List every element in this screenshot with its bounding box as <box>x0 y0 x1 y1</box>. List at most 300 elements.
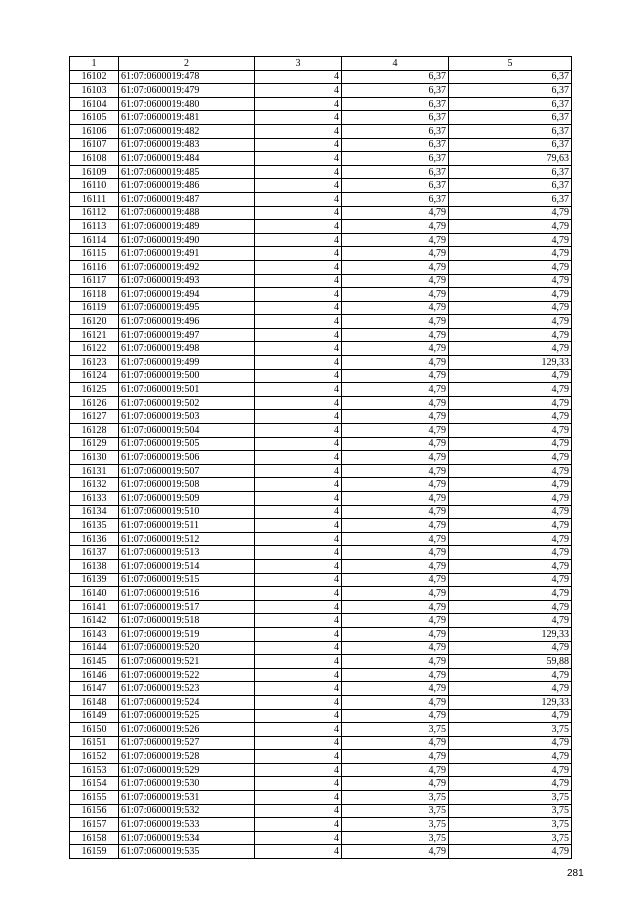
row-number-cell: 16149 <box>70 709 119 723</box>
table-row <box>70 641 572 655</box>
col4-cell: 4,79 <box>342 383 449 397</box>
col3-cell: 4 <box>255 736 342 750</box>
column-header-5: 5 <box>449 57 572 71</box>
cadastral-number-cell: 61:07:0600019:533 <box>119 818 255 832</box>
row-number-cell: 16110 <box>70 179 119 193</box>
col4-cell: 6,37 <box>342 97 449 111</box>
row-number-cell: 16130 <box>70 451 119 465</box>
cadastral-number-cell: 61:07:0600019:529 <box>119 763 255 777</box>
col5-cell: 6,37 <box>449 179 572 193</box>
row-number-cell: 16129 <box>70 437 119 451</box>
row-number-cell: 16135 <box>70 519 119 533</box>
table-row <box>70 220 572 234</box>
cadastral-number-cell: 61:07:0600019:534 <box>119 831 255 845</box>
col4-cell: 4,79 <box>342 695 449 709</box>
col5-cell: 4,79 <box>449 206 572 220</box>
col5-cell: 4,79 <box>449 614 572 628</box>
col4-cell: 4,79 <box>342 777 449 791</box>
table-row <box>70 383 572 397</box>
col3-cell: 4 <box>255 600 342 614</box>
col3-cell: 4 <box>255 247 342 261</box>
col5-cell: 4,79 <box>449 288 572 302</box>
table-row <box>70 301 572 315</box>
cadastral-number-cell: 61:07:0600019:530 <box>119 777 255 791</box>
table-row <box>70 111 572 125</box>
row-number-cell: 16159 <box>70 845 119 859</box>
col4-cell: 4,79 <box>342 559 449 573</box>
col4-cell: 4,79 <box>342 356 449 370</box>
col3-cell: 4 <box>255 546 342 560</box>
col3-cell: 4 <box>255 437 342 451</box>
col4-cell: 6,37 <box>342 179 449 193</box>
cadastral-number-cell: 61:07:0600019:525 <box>119 709 255 723</box>
table-row <box>70 451 572 465</box>
col5-cell: 4,79 <box>449 709 572 723</box>
row-number-cell: 16157 <box>70 818 119 832</box>
col5-cell: 6,37 <box>449 124 572 138</box>
row-number-cell: 16155 <box>70 791 119 805</box>
row-number-cell: 16132 <box>70 478 119 492</box>
col3-cell: 4 <box>255 818 342 832</box>
col4-cell: 6,37 <box>342 111 449 125</box>
col5-cell: 6,37 <box>449 138 572 152</box>
cadastral-number-cell: 61:07:0600019:489 <box>119 220 255 234</box>
col3-cell: 4 <box>255 111 342 125</box>
col3-cell: 4 <box>255 315 342 329</box>
col4-cell: 4,79 <box>342 627 449 641</box>
cadastral-number-cell: 61:07:0600019:507 <box>119 464 255 478</box>
col5-cell: 4,79 <box>449 424 572 438</box>
col4-cell: 4,79 <box>342 478 449 492</box>
col5-cell: 4,79 <box>449 437 572 451</box>
col5-cell: 4,79 <box>449 600 572 614</box>
col3-cell: 4 <box>255 478 342 492</box>
cadastral-number-cell: 61:07:0600019:516 <box>119 587 255 601</box>
cadastral-number-cell: 61:07:0600019:518 <box>119 614 255 628</box>
row-number-cell: 16128 <box>70 424 119 438</box>
row-number-cell: 16144 <box>70 641 119 655</box>
table-row <box>70 492 572 506</box>
cadastral-number-cell: 61:07:0600019:535 <box>119 845 255 859</box>
table-row <box>70 396 572 410</box>
cadastral-number-cell: 61:07:0600019:492 <box>119 260 255 274</box>
table-row <box>70 600 572 614</box>
col3-cell: 4 <box>255 668 342 682</box>
row-number-cell: 16154 <box>70 777 119 791</box>
col5-cell: 6,37 <box>449 192 572 206</box>
col4-cell: 4,79 <box>342 288 449 302</box>
col5-cell: 6,37 <box>449 97 572 111</box>
col4-cell: 4,79 <box>342 505 449 519</box>
row-number-cell: 16127 <box>70 410 119 424</box>
col4-cell: 4,79 <box>342 600 449 614</box>
col5-cell: 4,79 <box>449 532 572 546</box>
col5-cell: 4,79 <box>449 587 572 601</box>
cadastral-number-cell: 61:07:0600019:519 <box>119 627 255 641</box>
row-number-cell: 16138 <box>70 559 119 573</box>
table-row <box>70 437 572 451</box>
col5-cell: 3,75 <box>449 831 572 845</box>
col4-cell: 6,37 <box>342 192 449 206</box>
col4-cell: 4,79 <box>342 519 449 533</box>
col3-cell: 4 <box>255 464 342 478</box>
cadastral-number-cell: 61:07:0600019:500 <box>119 369 255 383</box>
col3-cell: 4 <box>255 723 342 737</box>
row-number-cell: 16151 <box>70 736 119 750</box>
col4-cell: 4,79 <box>342 845 449 859</box>
col4-cell: 4,79 <box>342 736 449 750</box>
table-row <box>70 695 572 709</box>
col4-cell: 4,79 <box>342 464 449 478</box>
col5-cell: 6,37 <box>449 111 572 125</box>
table-row <box>70 736 572 750</box>
col5-cell: 129,33 <box>449 695 572 709</box>
cadastral-number-cell: 61:07:0600019:523 <box>119 682 255 696</box>
col3-cell: 4 <box>255 165 342 179</box>
table-row <box>70 138 572 152</box>
col3-cell: 4 <box>255 342 342 356</box>
col4-cell: 4,79 <box>342 750 449 764</box>
col3-cell: 4 <box>255 682 342 696</box>
row-number-cell: 16148 <box>70 695 119 709</box>
col4-cell: 4,79 <box>342 763 449 777</box>
table-row <box>70 519 572 533</box>
cadastral-number-cell: 61:07:0600019:509 <box>119 492 255 506</box>
col5-cell: 3,75 <box>449 818 572 832</box>
col5-cell: 4,79 <box>449 260 572 274</box>
col5-cell: 79,63 <box>449 152 572 166</box>
cadastral-number-cell: 61:07:0600019:480 <box>119 97 255 111</box>
table-row <box>70 831 572 845</box>
row-number-cell: 16113 <box>70 220 119 234</box>
table-row <box>70 288 572 302</box>
col3-cell: 4 <box>255 791 342 805</box>
table-row <box>70 165 572 179</box>
col3-cell: 4 <box>255 274 342 288</box>
cadastral-number-cell: 61:07:0600019:490 <box>119 233 255 247</box>
cadastral-number-cell: 61:07:0600019:508 <box>119 478 255 492</box>
cadastral-number-cell: 61:07:0600019:522 <box>119 668 255 682</box>
cadastral-number-cell: 61:07:0600019:479 <box>119 84 255 98</box>
table-row <box>70 478 572 492</box>
cadastral-number-cell: 61:07:0600019:487 <box>119 192 255 206</box>
page-number: 281 <box>567 868 584 879</box>
col5-cell: 4,79 <box>449 478 572 492</box>
col5-cell: 4,79 <box>449 464 572 478</box>
col5-cell: 3,75 <box>449 723 572 737</box>
cadastral-number-cell: 61:07:0600019:521 <box>119 655 255 669</box>
col4-cell: 4,79 <box>342 492 449 506</box>
cadastral-number-cell: 61:07:0600019:498 <box>119 342 255 356</box>
row-number-cell: 16121 <box>70 328 119 342</box>
col4-cell: 6,37 <box>342 165 449 179</box>
row-number-cell: 16141 <box>70 600 119 614</box>
col4-cell: 4,79 <box>342 682 449 696</box>
table-row <box>70 573 572 587</box>
col5-cell: 4,79 <box>449 546 572 560</box>
col5-cell: 4,79 <box>449 233 572 247</box>
cadastral-number-cell: 61:07:0600019:493 <box>119 274 255 288</box>
table-row <box>70 804 572 818</box>
col5-cell: 4,79 <box>449 492 572 506</box>
table-row <box>70 682 572 696</box>
col4-cell: 4,79 <box>342 342 449 356</box>
cadastral-number-cell: 61:07:0600019:524 <box>119 695 255 709</box>
row-number-cell: 16107 <box>70 138 119 152</box>
row-number-cell: 16122 <box>70 342 119 356</box>
cadastral-number-cell: 61:07:0600019:484 <box>119 152 255 166</box>
col3-cell: 4 <box>255 587 342 601</box>
row-number-cell: 16120 <box>70 315 119 329</box>
column-header-3: 3 <box>255 57 342 71</box>
header-row <box>70 57 572 71</box>
col4-cell: 4,79 <box>342 247 449 261</box>
col3-cell: 4 <box>255 220 342 234</box>
col5-cell: 4,79 <box>449 328 572 342</box>
col4-cell: 4,79 <box>342 668 449 682</box>
col3-cell: 4 <box>255 777 342 791</box>
col3-cell: 4 <box>255 260 342 274</box>
table-row <box>70 206 572 220</box>
col4-cell: 4,79 <box>342 410 449 424</box>
table-row <box>70 532 572 546</box>
col3-cell: 4 <box>255 70 342 84</box>
col3-cell: 4 <box>255 192 342 206</box>
table-row <box>70 750 572 764</box>
row-number-cell: 16140 <box>70 587 119 601</box>
row-number-cell: 16103 <box>70 84 119 98</box>
table-row <box>70 845 572 859</box>
cadastral-number-cell: 61:07:0600019:486 <box>119 179 255 193</box>
col4-cell: 3,75 <box>342 723 449 737</box>
col5-cell: 6,37 <box>449 165 572 179</box>
col3-cell: 4 <box>255 451 342 465</box>
col5-cell: 6,37 <box>449 70 572 84</box>
row-number-cell: 16133 <box>70 492 119 506</box>
col5-cell: 4,79 <box>449 668 572 682</box>
cadastral-number-cell: 61:07:0600019:491 <box>119 247 255 261</box>
col4-cell: 4,79 <box>342 546 449 560</box>
cadastral-number-cell: 61:07:0600019:478 <box>119 70 255 84</box>
row-number-cell: 16109 <box>70 165 119 179</box>
cadastral-number-cell: 61:07:0600019:515 <box>119 573 255 587</box>
row-number-cell: 16117 <box>70 274 119 288</box>
col4-cell: 6,37 <box>342 124 449 138</box>
col5-cell: 4,79 <box>449 274 572 288</box>
table-row <box>70 424 572 438</box>
row-number-cell: 16137 <box>70 546 119 560</box>
col5-cell: 4,79 <box>449 383 572 397</box>
col3-cell: 4 <box>255 356 342 370</box>
col3-cell: 4 <box>255 519 342 533</box>
col3-cell: 4 <box>255 559 342 573</box>
col5-cell: 59,88 <box>449 655 572 669</box>
col3-cell: 4 <box>255 505 342 519</box>
cadastral-number-cell: 61:07:0600019:494 <box>119 288 255 302</box>
cadastral-number-cell: 61:07:0600019:514 <box>119 559 255 573</box>
table-row <box>70 668 572 682</box>
cadastral-number-cell: 61:07:0600019:532 <box>119 804 255 818</box>
cadastral-number-cell: 61:07:0600019:501 <box>119 383 255 397</box>
row-number-cell: 16131 <box>70 464 119 478</box>
col3-cell: 4 <box>255 831 342 845</box>
col5-cell: 4,79 <box>449 342 572 356</box>
row-number-cell: 16158 <box>70 831 119 845</box>
col3-cell: 4 <box>255 492 342 506</box>
table-row <box>70 763 572 777</box>
row-number-cell: 16105 <box>70 111 119 125</box>
col3-cell: 4 <box>255 152 342 166</box>
row-number-cell: 16118 <box>70 288 119 302</box>
cadastral-number-cell: 61:07:0600019:495 <box>119 301 255 315</box>
cadastral-number-cell: 61:07:0600019:528 <box>119 750 255 764</box>
table-row <box>70 791 572 805</box>
col5-cell: 4,79 <box>449 301 572 315</box>
table-row <box>70 70 572 84</box>
row-number-cell: 16146 <box>70 668 119 682</box>
col3-cell: 4 <box>255 396 342 410</box>
table-row <box>70 559 572 573</box>
table-row <box>70 709 572 723</box>
row-number-cell: 16143 <box>70 627 119 641</box>
col5-cell: 4,79 <box>449 750 572 764</box>
row-number-cell: 16147 <box>70 682 119 696</box>
row-number-cell: 16104 <box>70 97 119 111</box>
table-row <box>70 777 572 791</box>
col3-cell: 4 <box>255 627 342 641</box>
col4-cell: 3,75 <box>342 831 449 845</box>
col5-cell: 4,79 <box>449 559 572 573</box>
row-number-cell: 16114 <box>70 233 119 247</box>
cadastral-number-cell: 61:07:0600019:526 <box>119 723 255 737</box>
col4-cell: 4,79 <box>342 328 449 342</box>
table-row <box>70 124 572 138</box>
col5-cell: 4,79 <box>449 396 572 410</box>
table-row <box>70 356 572 370</box>
col3-cell: 4 <box>255 709 342 723</box>
cadastral-number-cell: 61:07:0600019:520 <box>119 641 255 655</box>
col3-cell: 4 <box>255 532 342 546</box>
row-number-cell: 16102 <box>70 70 119 84</box>
col4-cell: 6,37 <box>342 152 449 166</box>
table-row <box>70 84 572 98</box>
col3-cell: 4 <box>255 233 342 247</box>
row-number-cell: 16145 <box>70 655 119 669</box>
col5-cell: 4,79 <box>449 451 572 465</box>
col4-cell: 6,37 <box>342 84 449 98</box>
col4-cell: 4,79 <box>342 451 449 465</box>
cadastral-number-cell: 61:07:0600019:527 <box>119 736 255 750</box>
col3-cell: 4 <box>255 573 342 587</box>
row-number-cell: 16156 <box>70 804 119 818</box>
col4-cell: 6,37 <box>342 70 449 84</box>
col3-cell: 4 <box>255 410 342 424</box>
col5-cell: 4,79 <box>449 682 572 696</box>
col4-cell: 4,79 <box>342 274 449 288</box>
col3-cell: 4 <box>255 124 342 138</box>
col5-cell: 4,79 <box>449 845 572 859</box>
col5-cell: 129,33 <box>449 627 572 641</box>
row-number-cell: 16150 <box>70 723 119 737</box>
col4-cell: 4,79 <box>342 424 449 438</box>
cadastral-number-cell: 61:07:0600019:485 <box>119 165 255 179</box>
col3-cell: 4 <box>255 288 342 302</box>
col4-cell: 4,79 <box>342 396 449 410</box>
table-body <box>70 70 572 858</box>
cadastral-number-cell: 61:07:0600019:504 <box>119 424 255 438</box>
col5-cell: 4,79 <box>449 736 572 750</box>
col4-cell: 4,79 <box>342 614 449 628</box>
col4-cell: 3,75 <box>342 818 449 832</box>
row-number-cell: 16152 <box>70 750 119 764</box>
table-row <box>70 152 572 166</box>
table-row <box>70 723 572 737</box>
col5-cell: 4,79 <box>449 519 572 533</box>
row-number-cell: 16125 <box>70 383 119 397</box>
col3-cell: 4 <box>255 641 342 655</box>
row-number-cell: 16119 <box>70 301 119 315</box>
col3-cell: 4 <box>255 383 342 397</box>
col4-cell: 4,79 <box>342 315 449 329</box>
col4-cell: 4,79 <box>342 655 449 669</box>
col3-cell: 4 <box>255 369 342 383</box>
col5-cell: 4,79 <box>449 369 572 383</box>
table-row <box>70 179 572 193</box>
land-plots-table <box>69 56 572 859</box>
cadastral-number-cell: 61:07:0600019:482 <box>119 124 255 138</box>
table-row <box>70 233 572 247</box>
col3-cell: 4 <box>255 328 342 342</box>
cadastral-number-cell: 61:07:0600019:506 <box>119 451 255 465</box>
col3-cell: 4 <box>255 206 342 220</box>
table-row <box>70 587 572 601</box>
table-row <box>70 410 572 424</box>
col4-cell: 4,79 <box>342 587 449 601</box>
col3-cell: 4 <box>255 655 342 669</box>
col4-cell: 4,79 <box>342 641 449 655</box>
col5-cell: 4,79 <box>449 220 572 234</box>
row-number-cell: 16126 <box>70 396 119 410</box>
col4-cell: 4,79 <box>342 369 449 383</box>
column-header-2: 2 <box>119 57 255 71</box>
col3-cell: 4 <box>255 424 342 438</box>
col3-cell: 4 <box>255 763 342 777</box>
column-header-1: 1 <box>70 57 119 71</box>
table-row <box>70 328 572 342</box>
cadastral-number-cell: 61:07:0600019:502 <box>119 396 255 410</box>
col5-cell: 4,79 <box>449 763 572 777</box>
col3-cell: 4 <box>255 695 342 709</box>
row-number-cell: 16112 <box>70 206 119 220</box>
table-row <box>70 818 572 832</box>
col4-cell: 4,79 <box>342 301 449 315</box>
cadastral-number-cell: 61:07:0600019:488 <box>119 206 255 220</box>
col4-cell: 4,79 <box>342 220 449 234</box>
col5-cell: 4,79 <box>449 247 572 261</box>
col4-cell: 6,37 <box>342 138 449 152</box>
col3-cell: 4 <box>255 301 342 315</box>
table-row <box>70 247 572 261</box>
row-number-cell: 16116 <box>70 260 119 274</box>
table-row <box>70 464 572 478</box>
table-row <box>70 315 572 329</box>
row-number-cell: 16124 <box>70 369 119 383</box>
row-number-cell: 16153 <box>70 763 119 777</box>
table-row <box>70 546 572 560</box>
col4-cell: 4,79 <box>342 260 449 274</box>
col4-cell: 4,79 <box>342 532 449 546</box>
col4-cell: 4,79 <box>342 206 449 220</box>
